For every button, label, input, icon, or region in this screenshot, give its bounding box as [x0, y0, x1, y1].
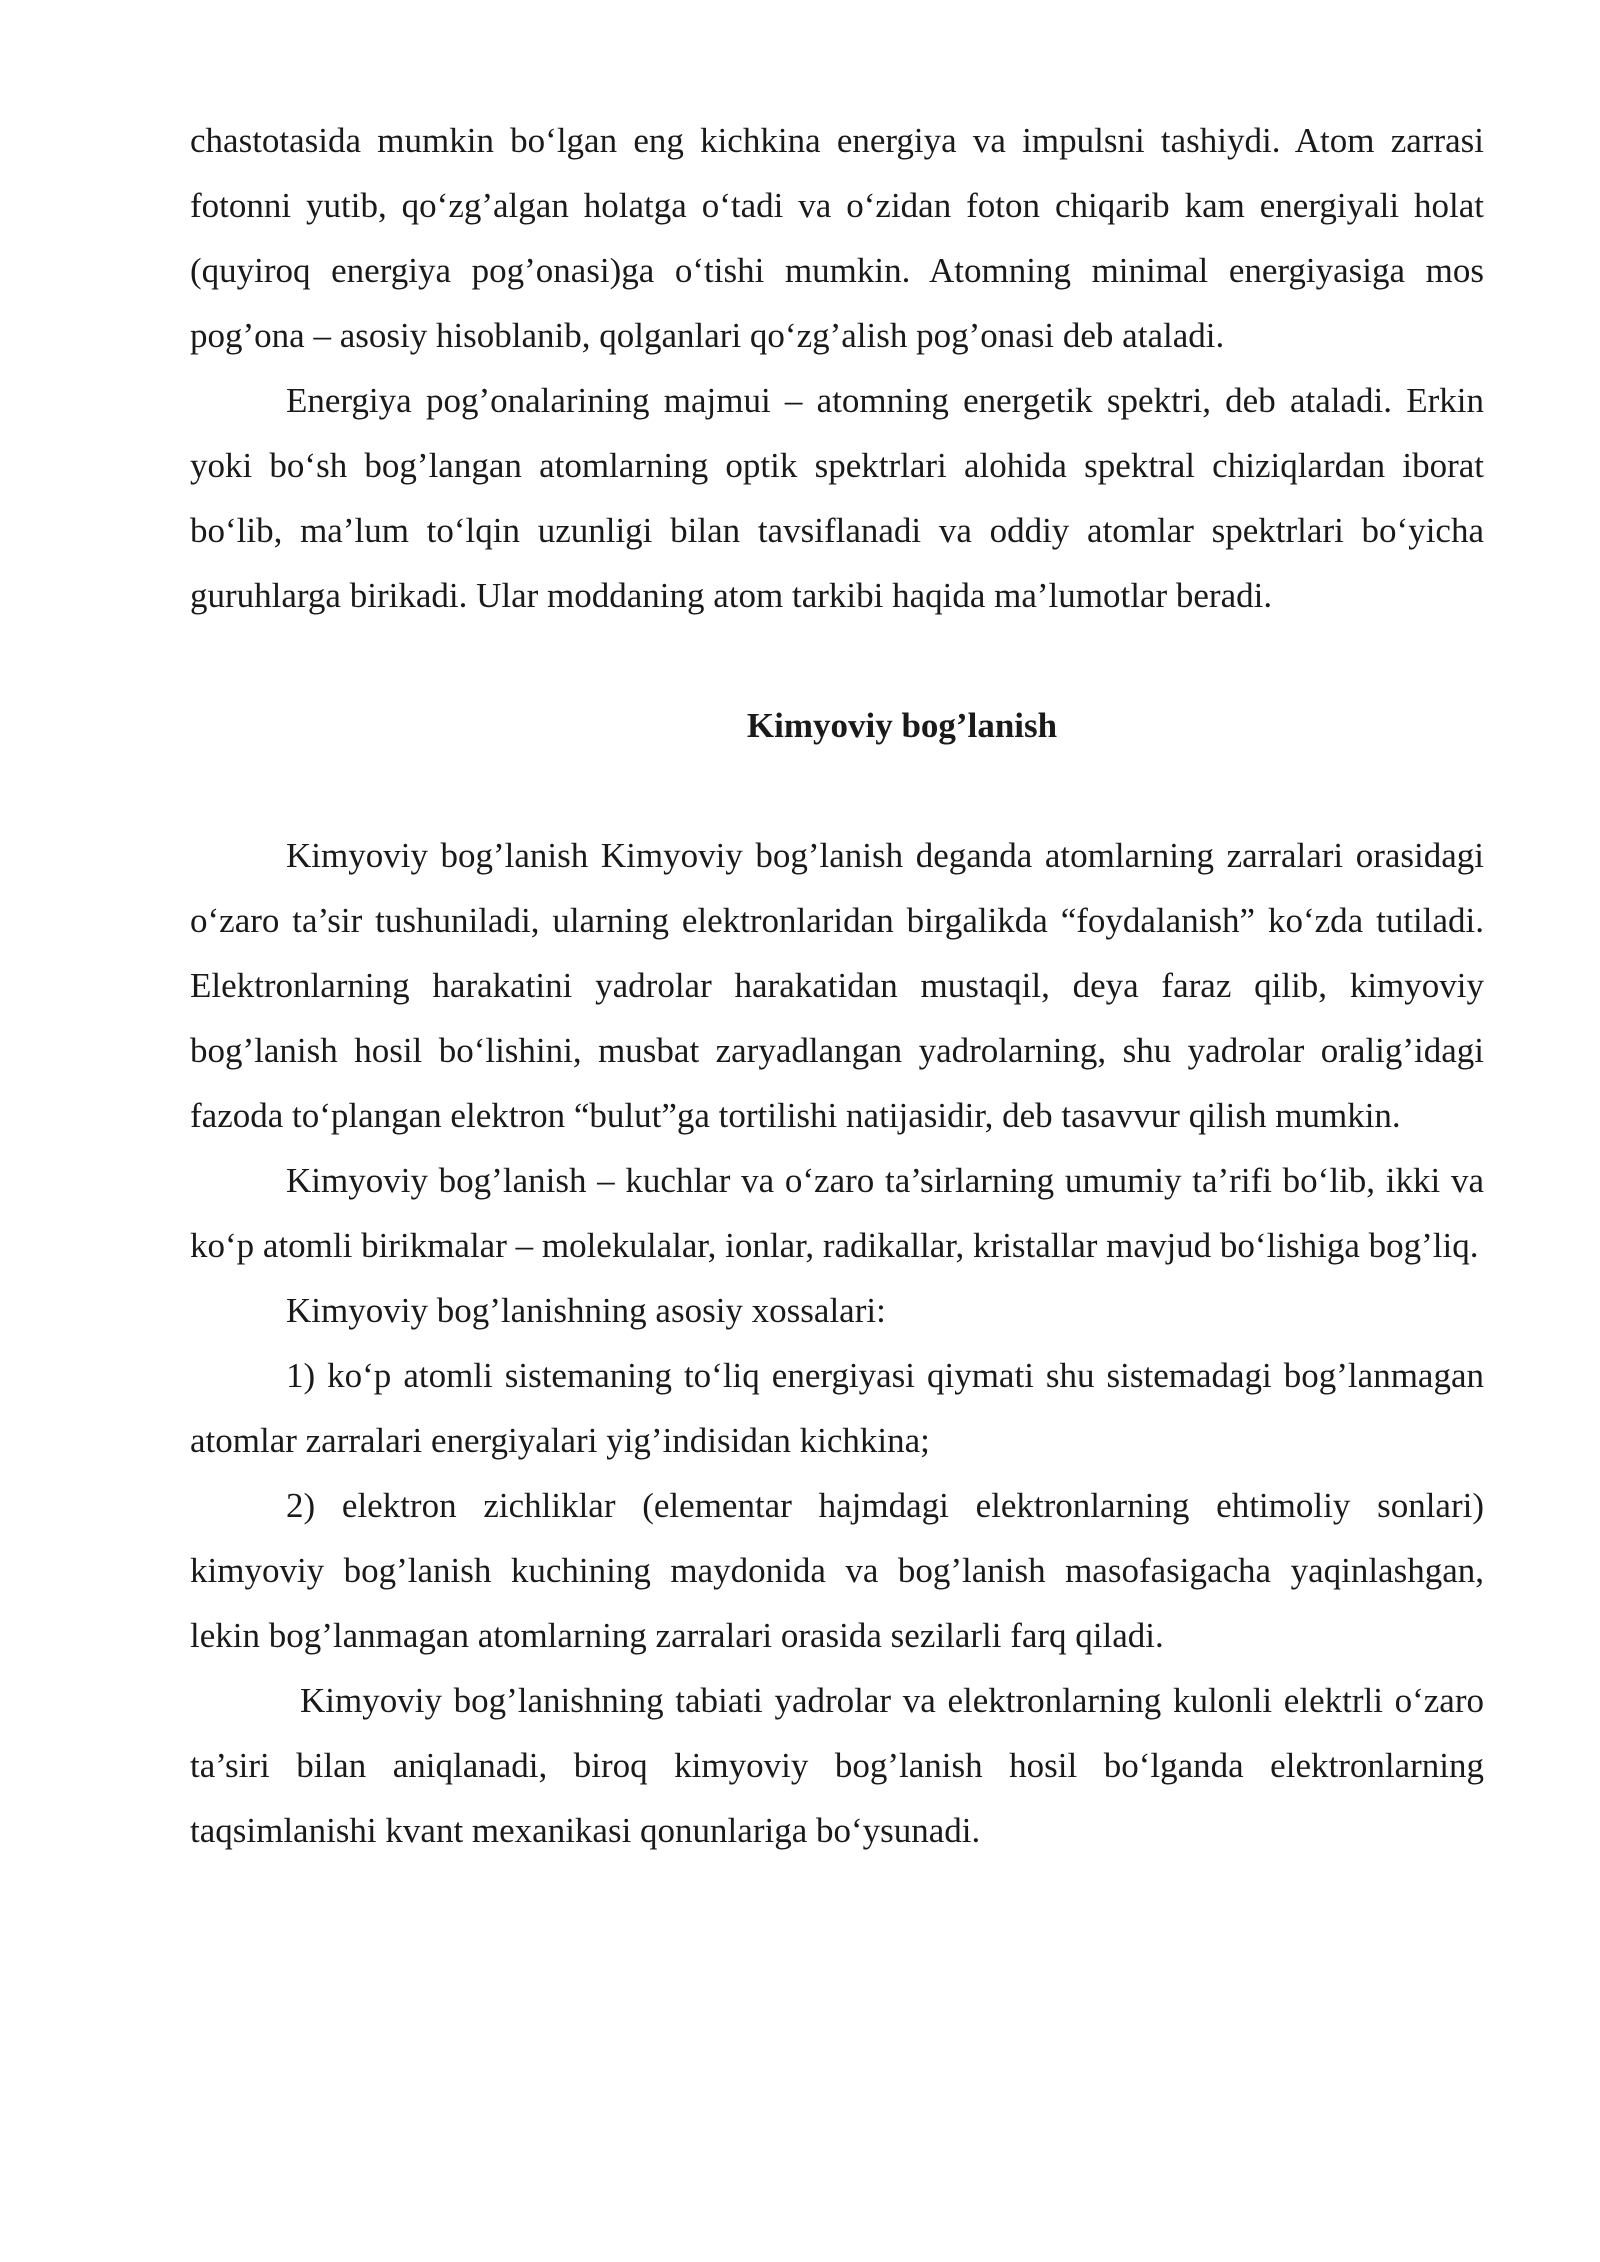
- paragraph-chemical-bond-forces: Kimyoviy bog’lanish – kuchlar va o‘zaro ta’sirlarning umumiy ta’rifi bo‘lib, ikki va ko‘p atomli birikmalar – molekulalar, ionlar, radikallar, kristallar mavjud bo‘lishiga bog’liq.: [190, 1161, 1484, 1265]
- paragraph-properties-intro: Kimyoviy bog’lanishning asosiy xossalari:: [286, 1291, 886, 1330]
- document-body: [190, 108, 1484, 1863]
- section-heading: Kimyoviy bog’lanish: [746, 706, 1058, 745]
- paragraph-energy-spectrum: Energiya pog’onalarining majmui – atomning energetik spektri, deb ataladi. Erkin yoki bo‘sh bog’langan atomlarning optik spektrlari alohida spektral chiziqlardan iborat bo‘lib, ma’lum to‘lqin uzunligi bilan tavsiflanadi va oddiy atomlar spektrlari bo‘yicha guruhlarga birikadi. Ular moddaning atom tarkibi haqida ma’lumotlar beradi.: [190, 381, 1484, 615]
- list-item-property-1: 1) ko‘p atomli sistemaning to‘liq energiyasi qiymati shu sistemadagi bog’lanmagan atomlar zarralari energiyalari yig’indisidan kichkina;: [190, 1356, 1484, 1460]
- paragraph-bond-nature: Kimyoviy bog’lanishning tabiati yadrolar va elektronlarning kulonli elektrli o‘zaro ta’siri bilan aniqlanadi, biroq kimyoviy bog’lanish hosil bo‘lganda elektronlarning taqsimlanishi kvant mexanikasi qonunlariga bo‘ysunadi.: [190, 1681, 1484, 1850]
- paragraph-continuation: chastotasida mumkin bo‘lgan eng kichkina energiya va impulsni tashiydi. Atom zarrasi fotonni yutib, qo‘zg’algan holatga o‘tadi va o‘zidan foton chiqarib kam energiyali holat (quyiroq energiya pog’onasi)ga o‘tishi mumkin. Atomning minimal energiyasiga mos pog’ona – asosiy hisoblanib, qolganlari qo‘zg’alish pog’onasi deb ataladi.: [190, 121, 1484, 355]
- list-item-property-2: 2) elektron zichliklar (elementar hajmdagi elektronlarning ehtimoliy sonlari) kimyoviy bog’lanish kuchining maydonida va bog’lanish masofasigacha yaqinlashgan, lekin bog’lanmagan atomlarning zarralari orasida sezilarli farq qiladi.: [190, 1486, 1484, 1655]
- paragraph-chemical-bond-definition: Kimyoviy bog’lanish Kimyoviy bog’lanish deganda atomlarning zarralari orasidagi o‘zaro ta’sir tushuniladi, ularning elektronlaridan birgalikda “foydalanish” ko‘zda tutiladi. Elektronlarning harakatini yadrolar harakatidan mustaqil, deya faraz qilib, kimyoviy bog’lanish hosil bo‘lishini, musbat zaryadlangan yadrolarning, shu yadrolar oralig’idagi fazoda to‘plangan elektron “bulut”ga tortilishi natijasidir, deb tasavvur qilish mumkin.: [190, 836, 1484, 1135]
